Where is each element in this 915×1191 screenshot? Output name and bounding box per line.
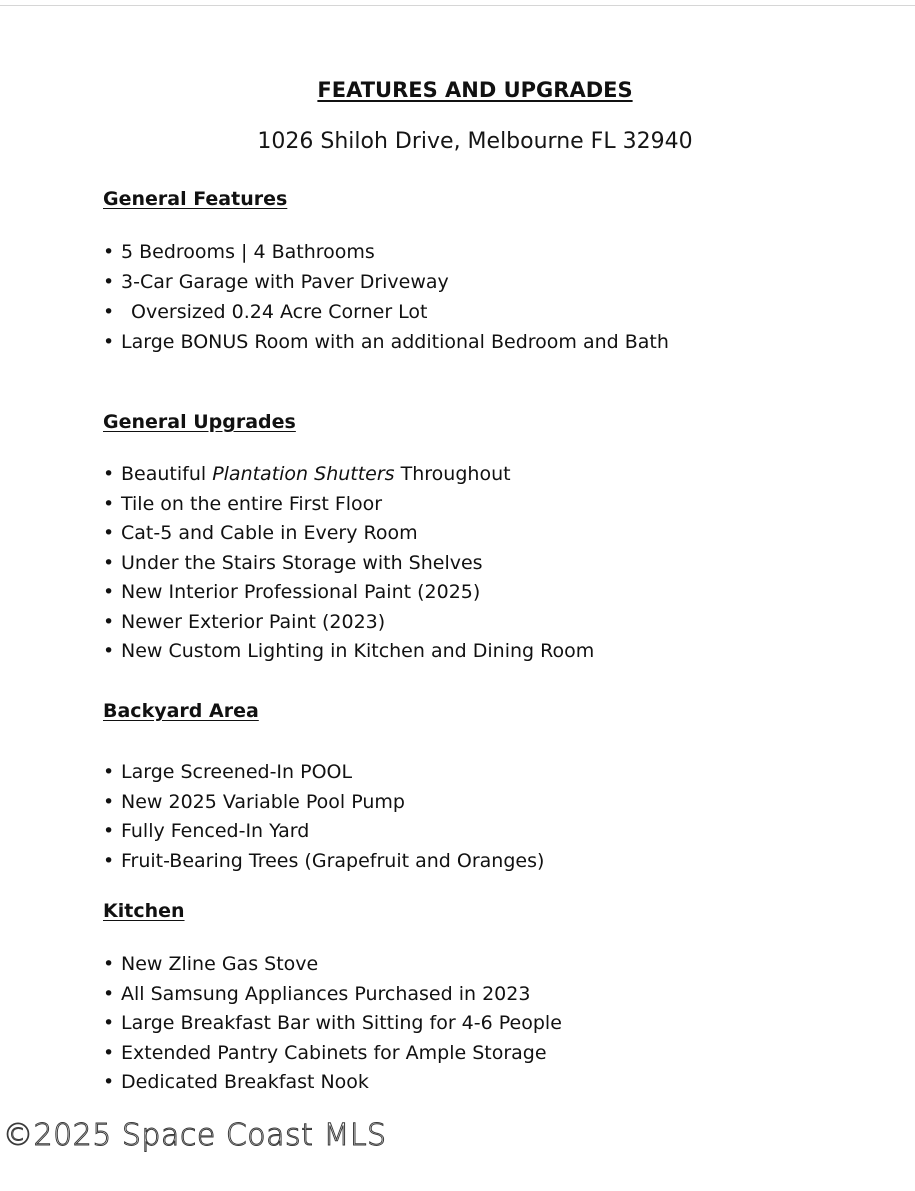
bullet: • xyxy=(103,640,115,662)
mls-watermark: ©2025 Space Coast MLS xyxy=(3,1118,387,1153)
list-item: • Oversized 0.24 Acre Corner Lot xyxy=(103,297,669,327)
section-heading-general-features: General Features xyxy=(103,188,288,210)
list-item: • 3-Car Garage with Paver Driveway xyxy=(103,267,669,297)
bullet: • xyxy=(103,610,115,633)
list-item: • Cat-5 and Cable in Every Room xyxy=(103,519,594,549)
bullet: • xyxy=(103,463,115,485)
list-item: • All Samsung Appliances Purchased in 2023 xyxy=(103,980,562,1010)
bullet: • xyxy=(103,271,115,293)
list-item: • Dedicated Breakfast Nook xyxy=(103,1068,562,1098)
bullet: • xyxy=(103,982,115,1005)
list-item: • Newer Exterior Paint (2023) xyxy=(103,608,594,638)
list-item: • New Interior Professional Paint (2025) xyxy=(103,578,594,608)
list-item: • New Custom Lighting in Kitchen and Dining Room xyxy=(103,637,594,667)
bullet: • xyxy=(103,551,115,574)
bullet: • xyxy=(103,522,115,544)
italic-phrase: Plantation Shutters xyxy=(212,463,395,485)
list-item: • 5 Bedrooms | 4 Bathrooms xyxy=(103,237,669,267)
bullet: • xyxy=(103,301,115,323)
section-heading-backyard-area: Backyard Area xyxy=(103,700,259,722)
property-address: 1026 Shiloh Drive, Melbourne FL 32940 xyxy=(257,129,693,154)
bullet: • xyxy=(103,790,115,813)
bullet: • xyxy=(103,761,115,783)
bullet: • xyxy=(103,820,115,842)
list-item: • Fruit-Bearing Trees (Grapefruit and Oranges) xyxy=(103,847,544,877)
backyard-area-list xyxy=(103,758,544,876)
bullet: • xyxy=(103,331,115,353)
list-item: • Large Screened-In POOL xyxy=(103,758,544,788)
list-item: • New Zline Gas Stove xyxy=(103,950,562,980)
section-heading-general-upgrades: General Upgrades xyxy=(103,411,296,433)
list-item: • Fully Fenced-In Yard xyxy=(103,817,544,847)
bullet: • xyxy=(103,849,115,872)
top-border xyxy=(0,0,915,6)
bullet: • xyxy=(103,1071,115,1093)
list-item: • Under the Stairs Storage with Shelves xyxy=(103,549,594,579)
list-item: • New 2025 Variable Pool Pump xyxy=(103,788,544,818)
bullet: • xyxy=(103,953,115,975)
bullet: • xyxy=(103,1012,115,1034)
bullet: • xyxy=(103,1041,115,1064)
document-title: FEATURES AND UPGRADES xyxy=(317,78,633,102)
bullet: • xyxy=(103,241,115,263)
kitchen-list xyxy=(103,950,562,1098)
general-features-list xyxy=(103,237,669,357)
list-item: • Tile on the entire First Floor xyxy=(103,490,594,520)
list-item: • Large BONUS Room with an additional Bedroom and Bath xyxy=(103,327,669,357)
section-heading-kitchen: Kitchen xyxy=(103,900,185,922)
bullet: • xyxy=(103,581,115,603)
bullet: • xyxy=(103,492,115,515)
list-item: • Beautiful Plantation Shutters Throughout xyxy=(103,460,594,490)
general-upgrades-list xyxy=(103,460,594,667)
list-item: • Extended Pantry Cabinets for Ample Storage xyxy=(103,1039,562,1069)
list-item: • Large Breakfast Bar with Sitting for 4-6 People xyxy=(103,1009,562,1039)
